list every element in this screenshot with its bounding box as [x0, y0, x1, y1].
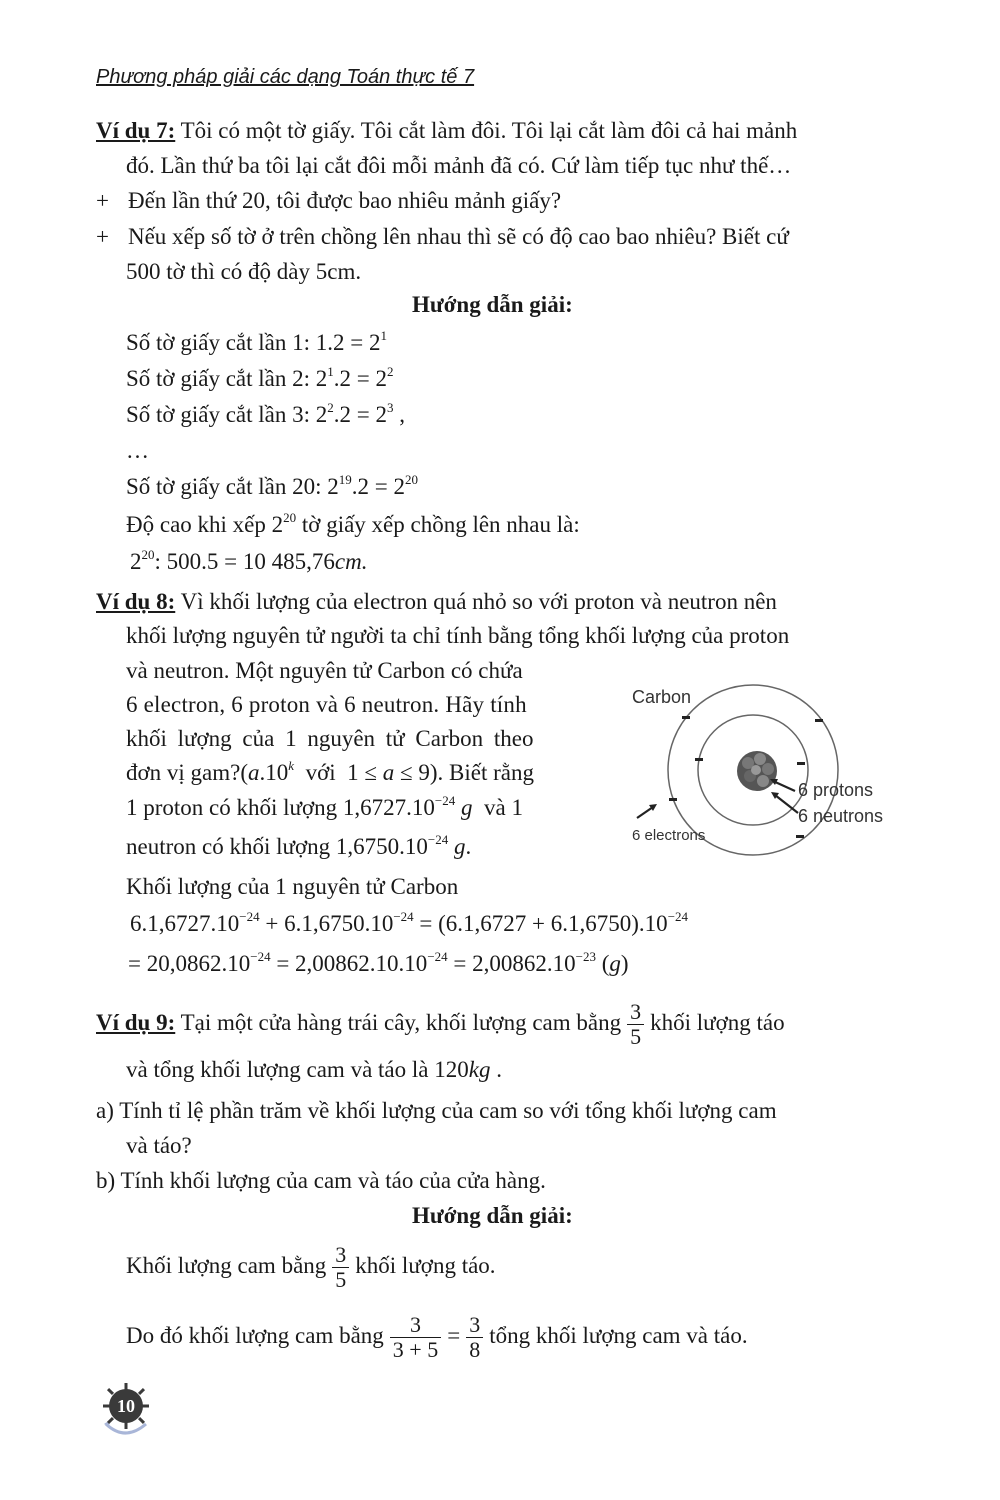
- example-8-line-8: neutron có khối lượng $1,6750.10^{-24}$ g.: [126, 832, 472, 859]
- ellipsis: …: [126, 438, 149, 463]
- neutrons-label: 6 neutrons: [798, 806, 884, 826]
- solution-9-line-2: Do đó khối lượng cam bằng $\frac{3}{3 + 5}$ = $\frac{3}{8}$ tổng khối lượng cam và táo.: [126, 1312, 748, 1362]
- page-number-badge: [98, 1380, 154, 1440]
- page-number: 10: [117, 1396, 135, 1416]
- electrons-arrow: [637, 807, 653, 818]
- example-8-line-7: 1 proton có khối lượng $1,6727.10^{-24}$ g và 1: [126, 793, 523, 820]
- example-8-line-6: đơn vị gam?(a.10$^k$ với 1 ≤ a ≤ 9). Biết rằng: [126, 758, 534, 785]
- step-1: Số tờ giấy cắt lần 1: $1.2 = 2^1$: [126, 328, 387, 355]
- step-20: Số tờ giấy cắt lần 20: $2^{19}.2 = 2^{20}$: [126, 472, 418, 499]
- electron-marker: [695, 758, 703, 761]
- example-9-line-2: và tổng khối lượng cam và táo là 120kg .: [126, 1057, 502, 1082]
- example-8-line-5: khối lượng của 1 nguyên tử Carbon theo: [126, 726, 534, 751]
- electron-marker: [796, 835, 804, 838]
- example-7-question-2-cont: 500 tờ thì có độ dày 5cm.: [126, 259, 362, 284]
- electron-marker: [682, 716, 690, 719]
- question-b: b) Tính khối lượng của cam và táo của cửa hàng.: [96, 1168, 546, 1193]
- carbon-mass-title: Khối lượng của 1 nguyên tử Carbon: [126, 874, 459, 899]
- fraction-3-over-3-plus-5: $\frac{3}{3 + 5}$: [390, 1313, 441, 1362]
- diagram-title: Carbon: [632, 687, 692, 707]
- electron-marker: [797, 762, 805, 765]
- example-8-line-1: Ví dụ 8: Vì khối lượng của electron quá nhỏ so với proton và neutron nên: [96, 589, 777, 614]
- example-8-label: Ví dụ 8:: [96, 589, 176, 614]
- carbon-calc-line-2: = $20,0862.10^{-24} = 2,00862.10.10^{-24} = 2,00862.10^{-23}$ (g): [128, 949, 629, 976]
- question-a-line-1: a) Tính tỉ lệ phần trăm về khối lượng của cam so với tổng khối lượng cam: [96, 1098, 777, 1123]
- guide-title-7: Hướng dẫn giải:: [412, 292, 573, 317]
- example-7-question-2: + Nếu xếp số tờ ở trên chồng lên nhau thì sẽ có độ cao bao nhiêu? Biết cứ: [96, 224, 789, 249]
- height-statement: Độ cao khi xếp $2^{20}$ tờ giấy xếp chồng lên nhau là:: [126, 510, 580, 537]
- solution-9-line-1: Khối lượng cam bằng $\frac{3}{5}$ khối lượng táo.: [126, 1242, 496, 1292]
- fraction-3-8: $\frac{3}{8}$: [466, 1313, 483, 1362]
- fraction-3-5: $\frac{3}{5}$: [627, 1000, 644, 1049]
- guide-title-9: Hướng dẫn giải:: [412, 1203, 573, 1228]
- height-result: $2^{20}$: 500.5 = 10 485,76cm.: [130, 547, 368, 574]
- nucleus-icon: [737, 751, 777, 791]
- example-9-label: Ví dụ 9:: [96, 1009, 176, 1035]
- example-8-line-4: 6 electron, 6 proton và 6 neutron. Hãy tính: [126, 692, 527, 717]
- step-2: Số tờ giấy cắt lần 2: $2^1.2 = 2^2$: [126, 364, 394, 391]
- protons-arrow: [773, 781, 795, 791]
- example-8-line-2: khối lượng nguyên tử người ta chỉ tính bằng tổng khối lượng của proton: [126, 623, 790, 648]
- example-7-line-2: đó. Lần thứ ba tôi lại cắt đôi mỗi mảnh đã có. Cứ làm tiếp tục như thế…: [126, 153, 792, 178]
- protons-label: 6 protons: [798, 780, 874, 800]
- question-a-line-2: và táo?: [126, 1133, 192, 1158]
- step-3: Số tờ giấy cắt lần 3: $2^2.2 = 2^3$ ,: [126, 400, 405, 427]
- bullet-plus: +: [96, 188, 109, 213]
- example-7-question-1: + Đến lần thứ 20, tôi được bao nhiêu mảnh giấy?: [96, 188, 562, 213]
- electrons-label: 6 electrons: [632, 827, 706, 844]
- electron-marker: [815, 719, 823, 722]
- fraction-3-5: $\frac{3}{5}$: [332, 1243, 349, 1292]
- example-8-line-3: và neutron. Một nguyên tử Carbon có chứa: [126, 658, 523, 683]
- carbon-calc-line-1: $6.1,6727.10^{-24} + 6.1,6750.10^{-24} = (6.1,6727 + 6.1,6750).10^{-24}$: [130, 909, 689, 936]
- example-9-line-1: Ví dụ 9: Tại một cửa hàng trái cây, khối lượng cam bằng $\frac{3}{5}$ khối lượng táo: [96, 999, 785, 1049]
- bullet-plus: +: [96, 224, 109, 249]
- running-header: Phương pháp giải các dạng Toán thực tế 7: [96, 66, 475, 88]
- neutrons-arrow: [775, 795, 798, 813]
- electron-marker: [669, 798, 677, 801]
- carbon-atom-diagram: [620, 675, 920, 865]
- example-7-label: Ví dụ 7:: [96, 118, 176, 143]
- example-7-line-1: Ví dụ 7: Tôi có một tờ giấy. Tôi cắt làm đôi. Tôi lại cắt làm đôi cả hai mảnh: [96, 118, 798, 143]
